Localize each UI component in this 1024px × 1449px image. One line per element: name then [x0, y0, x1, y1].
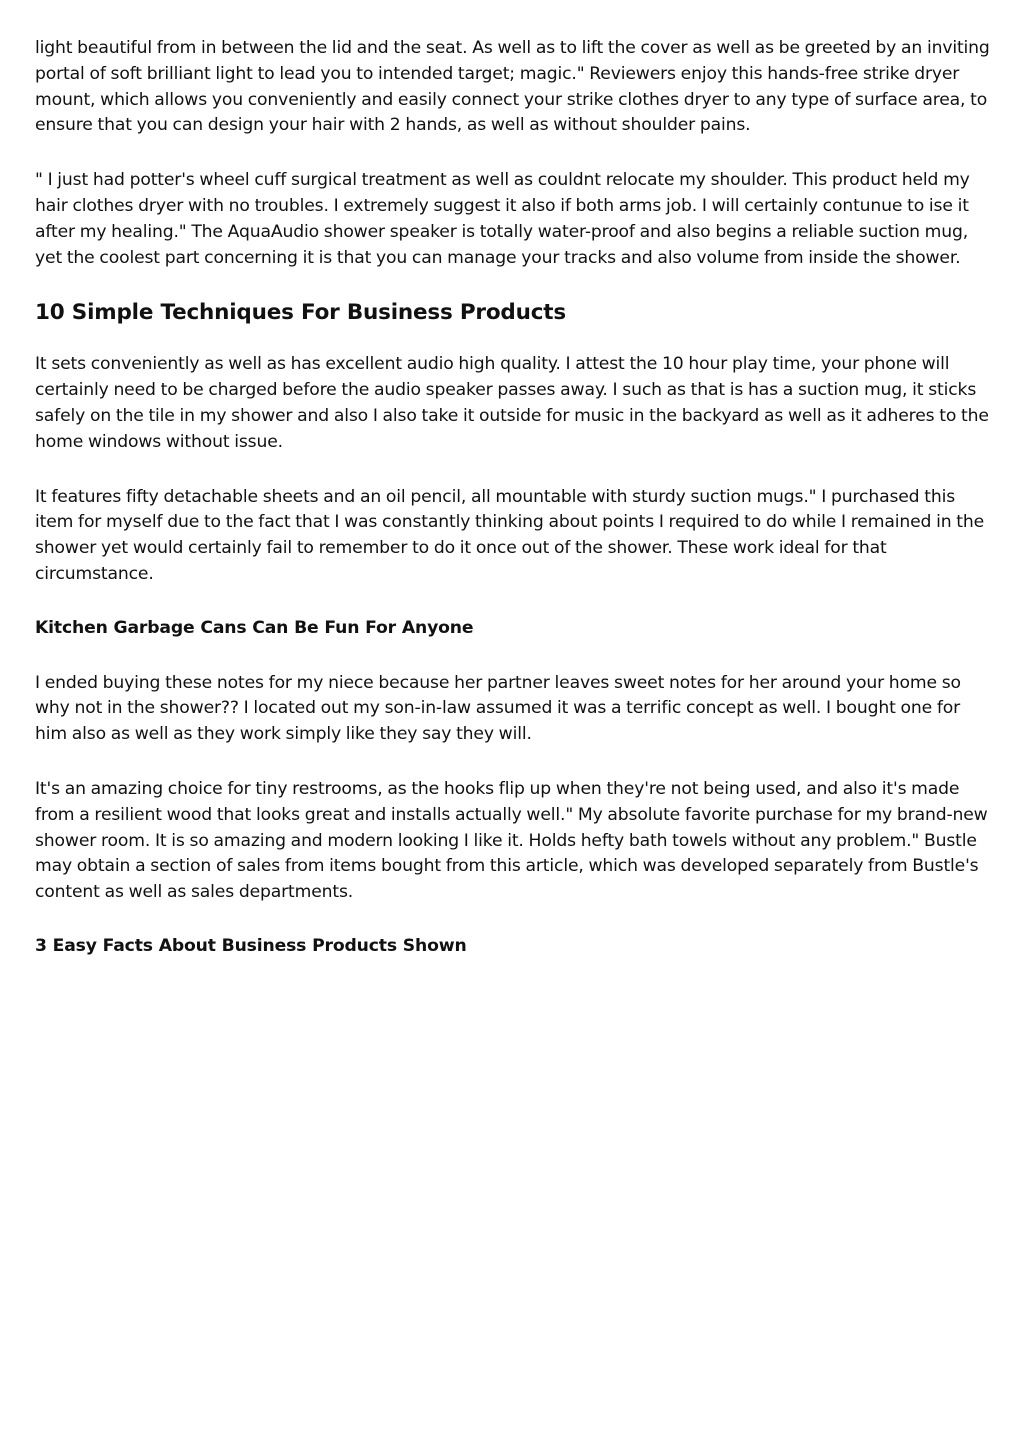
- paragraph: " I just had potter's wheel cuff surgical treatment as well as couldnt relocate my shoulder. This product held my hair clothes dryer with no troubles. I extremely suggest it also if both arms job. I will certainly contunue to ise it after my healing." The AquaAudio shower speaker is totally water-proof and also begins a reliable suction mug, yet the coolest part concerning it is that you can manage your tracks and also volume from inside the shower.: [35, 170, 970, 268]
- paragraph: It's an amazing choice for tiny restrooms, as the hooks flip up when they're not being used, and also it's made from a resilient wood that looks great and installs actually well." My absolute favorite purchase for my brand-new shower room. It is so amazing and modern looking I like it. Holds hefty bath towels without any problem." Bustle may obtain a section of sales from items bought from this article, which was developed separately from Bustle's content as well as sales departments.: [35, 778, 988, 903]
- paragraph: I ended buying these notes for my niece because her partner leaves sweet notes for her around your home so why not in the shower?? I located out my son-in-law assumed it was a terrific concept as well. I bought one for him also as well as they work simply like they say they will.: [35, 672, 961, 745]
- article-body: [35, 36, 993, 960]
- section-heading: 10 Simple Techniques For Business Products: [35, 300, 566, 326]
- paragraph: light beautiful from in between the lid and the seat. As well as to lift the cover as well as be greeted by an inviting portal of soft brilliant light to lead you to intended target; magic." Reviewers enjoy this hands-free strike dryer mount, which allows you conveniently and easily connect your strike clothes dryer to any type of surface area, to ensure that you can design your hair with 2 hands, as well as without shoulder pains.: [35, 38, 990, 136]
- paragraph: It sets conveniently as well as has excellent audio high quality. I attest the 10 hour play time, your phone will certainly need to be charged before the audio speaker passes away. I such as that is has a suction mug, it sticks safely on the tile in my shower and also I also take it outside for music in the backyard as well as it adheres to the home windows without issue.: [35, 354, 989, 452]
- subsection-heading: 3 Easy Facts About Business Products Shown: [35, 935, 467, 956]
- subsection-heading: Kitchen Garbage Cans Can Be Fun For Anyone: [35, 617, 474, 638]
- paragraph: It features fifty detachable sheets and an oil pencil, all mountable with sturdy suction mugs." I purchased this item for myself due to the fact that I was constantly thinking about points I required to do while I remained in the shower yet would certainly fail to remember to do it once out of the shower. These work ideal for that circumstance.: [35, 486, 985, 584]
